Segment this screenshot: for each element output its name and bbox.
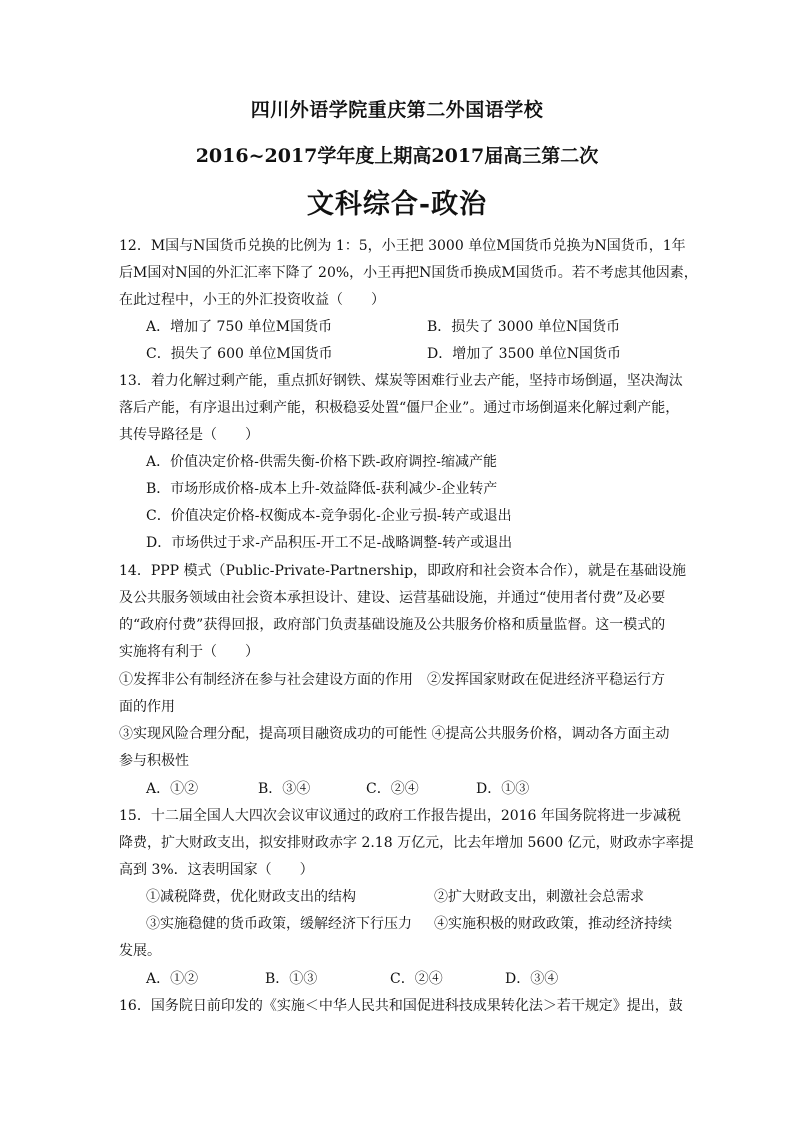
q15-option-b: B．①③	[265, 971, 318, 987]
q14-statement-1-2: ①发挥非公有制经济在参与社会建设方面的作用 ②发挥国家财政在促进经济平稳运行方	[119, 672, 665, 688]
q14-option-b: B．③④	[258, 781, 311, 797]
q14-line-4: 实施将有利于（ ）	[119, 644, 259, 660]
q14-statement-3-4: ③实现风险合理分配，提高项目融资成功的可能性 ④提高公共服务价格，调动各方面主动	[119, 726, 670, 742]
q15-line-2: 降费，扩大财政支出，拟安排财政赤字 2.18 万亿元，比去年增加 5600 亿元，财政赤字率提	[119, 835, 694, 851]
q12-line-1: 12．M国与N国货币兑换的比例为 1：5，小王把 3000 单位M国货币兑换为N国货币，1年	[119, 238, 686, 254]
q14-statement-2-cont: 面的作用	[119, 699, 175, 715]
q15-option-c: C．②④	[390, 971, 443, 987]
q13-line-3: 其传导路径是（ ）	[119, 427, 259, 443]
q12-option-a: A．增加了 750 单位M国货币	[146, 319, 333, 335]
q14-option-d: D．①③	[476, 781, 530, 797]
q14-line-1: 14．PPP 模式（Public-Private-Partnership，即政府和社会资本合作），就是在基础设施	[119, 563, 687, 579]
q15-statement-2: ②扩大财政支出，刺激社会总需求	[434, 889, 644, 905]
school-title: 四川外语学院重庆第二外国语学校	[250, 99, 544, 121]
q13-option-b: B．市场形成价格-成本上升-效益降低-获利减少-企业转产	[146, 481, 498, 497]
q12-option-c: C．损失了 600 单位M国货币	[146, 346, 333, 362]
q16-line-1: 16．国务院日前印发的《实施＜中华人民共和国促进科技成果转化法＞若干规定》提出，鼓	[119, 998, 683, 1014]
q15-option-a: A．①②	[146, 971, 199, 987]
q15-line-3: 高到 3%．这表明国家（ ）	[119, 862, 314, 878]
q15-statement-1: ①减税降费，优化财政支出的结构	[146, 889, 356, 905]
q13-line-2: 落后产能，有序退出过剩产能，积极稳妥处置“僵尸企业”。通过市场倒逼来化解过剩产能，	[119, 400, 680, 416]
q15-statement-3: ③实施稳健的货币政策，缓解经济下行压力	[146, 916, 412, 932]
q15-option-d: D．③④	[505, 971, 559, 987]
q13-option-c: C．价值决定价格-权衡成本-竞争弱化-企业亏损-转产或退出	[146, 508, 512, 524]
subject-title: 文科综合-政治	[306, 189, 488, 220]
q12-option-d: D．增加了 3500 单位N国货币	[427, 346, 622, 362]
q12-line-3: 在此过程中，小王的外汇投资收益（ ）	[119, 292, 385, 308]
q12-line-2: 后M国对N国的外汇汇率下降了 20%，小王再把N国货币换成M国货币。若不考虑其他因素，	[119, 265, 698, 281]
exam-term-title: 2016~2017学年度上期高2017届高三第二次	[195, 145, 599, 167]
q13-option-a: A．价值决定价格-供需失衡-价格下跌-政府调控-缩减产能	[146, 454, 498, 470]
q14-line-2: 及公共服务领域由社会资本承担设计、建设、运营基础设施，并通过“使用者付费”及必要	[119, 590, 666, 606]
q15-statement-4-cont: 发展。	[119, 943, 161, 959]
q12-option-b: B．损失了 3000 单位N国货币	[427, 319, 621, 335]
q14-statement-4-cont: 参与积极性	[119, 753, 189, 769]
q13-option-d: D．市场供过于求-产品积压-开工不足-战略调整-转产或退出	[146, 535, 513, 551]
q15-statement-4: ④实施积极的财政政策，推动经济持续	[434, 916, 672, 932]
q13-line-1: 13．着力化解过剩产能，重点抓好钢铁、煤炭等困难行业去产能，坚持市场倒逼，坚决淘汰	[119, 373, 683, 389]
q14-option-a: A．①②	[146, 781, 199, 797]
q14-line-3: 的“政府付费”获得回报，政府部门负责基础设施及公共服务价格和质量监督。这一模式的	[119, 617, 666, 633]
q14-option-c: C．②④	[366, 781, 419, 797]
q15-line-1: 15．十二届全国人大四次会议审议通过的政府工作报告提出，2016 年国务院将进一步减税	[119, 808, 681, 824]
